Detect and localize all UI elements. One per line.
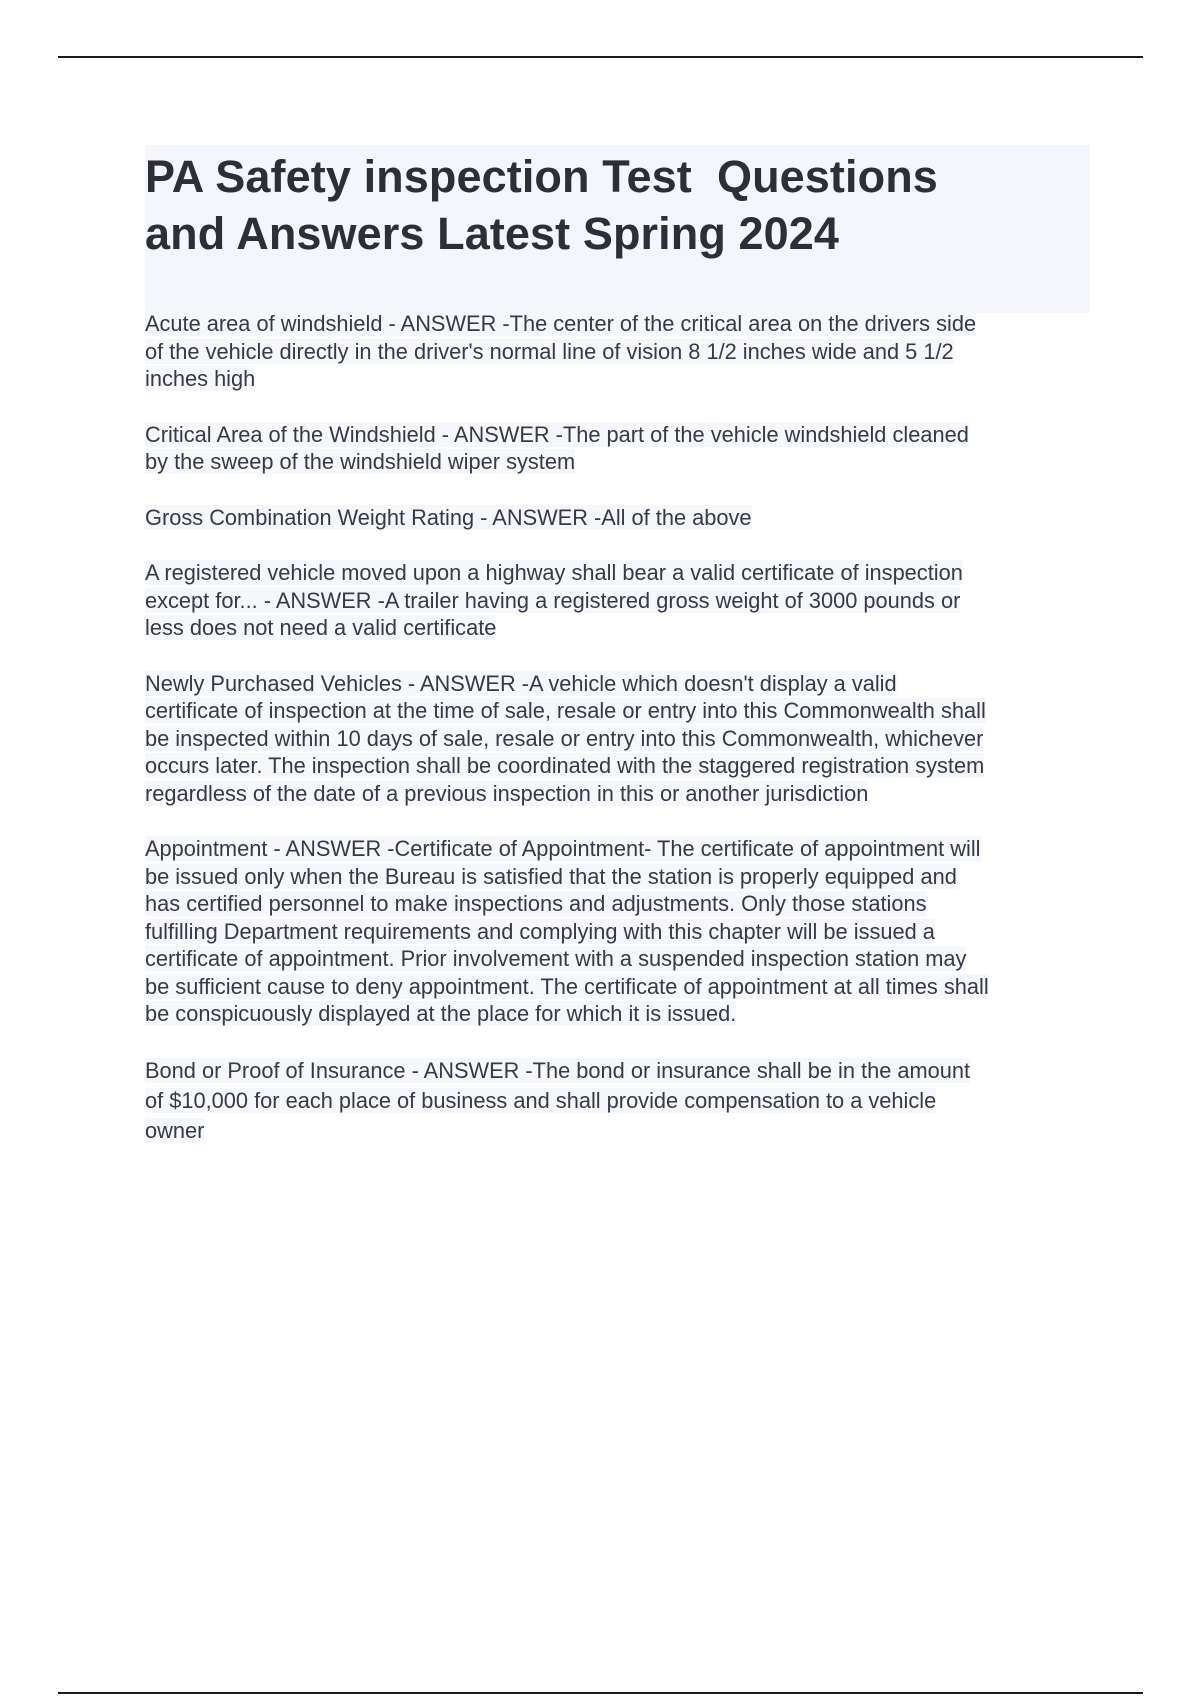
page-title: PA Safety inspection Test Questions and Answers Latest Spring 2024 xyxy=(145,151,938,259)
qa-text: Critical Area of the Windshield - ANSWER -The part of the vehicle windshield cleaned by the sweep of the windshield wiper system xyxy=(145,421,969,474)
qa-text: Acute area of windshield - ANSWER -The center of the critical area on the drivers side of the vehicle directly in the driver's normal line of vision 8 1/2 inches wide and 5 1/2 inches high xyxy=(145,311,977,391)
top-rule xyxy=(58,56,1143,58)
qa-list xyxy=(145,310,1090,1174)
qa-text: Gross Combination Weight Rating - ANSWER -All of the above xyxy=(145,504,752,530)
qa-item-gross-combination-weight xyxy=(145,504,1090,532)
qa-text: Newly Purchased Vehicles - ANSWER -A vehicle which doesn't display a valid certificate of inspection at the time of sale, resale or entry into this Commonwealth shall be inspected within 10 days of sale, resale or entry into this Commonwealth, whichever occurs later. The inspection shall be coordinated with the staggered registration system regardless of the date of a previous inspection in this or another jurisdiction xyxy=(145,670,986,806)
qa-item-registered-vehicle xyxy=(145,559,1090,642)
title-block xyxy=(145,145,1090,313)
qa-text: Appointment - ANSWER -Certificate of Appointment- The certificate of appointment will be issued only when the Bureau is satisfied that the station is properly equipped and has certified personnel to make inspections and adjustments. Only those stations fulfilling Department requirements and complying with this chapter will be issued a certificate of appointment. Prior involvement with a suspended inspection station may be sufficient cause to deny appointment. The certificate of appointment at all times shall be conspicuously displayed at the place for which it is issued. xyxy=(145,836,989,1026)
qa-item-appointment xyxy=(145,835,1090,1028)
qa-text: A registered vehicle moved upon a highway shall bear a valid certificate of inspection except for... - ANSWER -A trailer having a registered gross weight of 3000 pounds or less does not need a valid certificate xyxy=(145,560,963,640)
qa-item-critical-area xyxy=(145,421,1090,476)
bottom-rule xyxy=(58,1692,1143,1694)
qa-item-newly-purchased xyxy=(145,670,1090,808)
qa-text: Bond or Proof of Insurance - ANSWER -The bond or insurance shall be in the amount of $10,000 for each place of business and shall provide compensation to a vehicle owner xyxy=(145,1057,971,1143)
qa-item-bond-insurance xyxy=(145,1056,1090,1146)
qa-item-acute-area xyxy=(145,310,1090,393)
